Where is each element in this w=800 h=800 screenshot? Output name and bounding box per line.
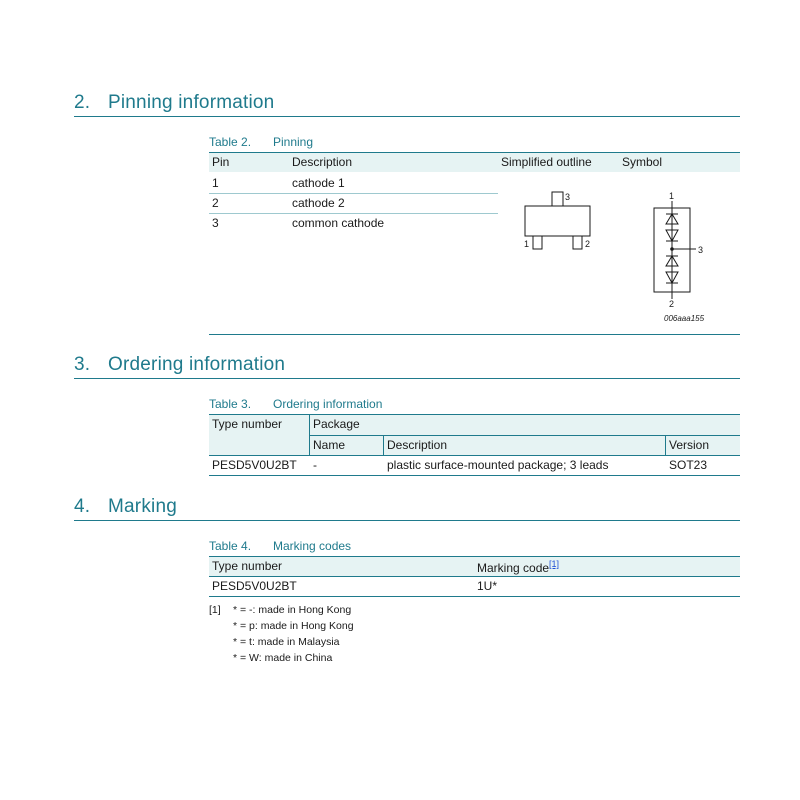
col-header-pin: Pin — [212, 155, 230, 169]
table-cell-pin: 1 — [212, 176, 219, 190]
col-divider — [383, 435, 384, 455]
table-title: Pinning — [273, 135, 314, 149]
row-divider — [209, 213, 498, 214]
symbol-pin1-label: 1 — [669, 191, 675, 201]
outline-pin3-label: 3 — [565, 192, 571, 202]
col-header-type-number: Type number — [212, 559, 283, 573]
header-sub-rule — [309, 435, 740, 436]
symbol-pin3-label: 3 — [698, 245, 704, 255]
outline-pin2-label: 2 — [585, 239, 591, 249]
table-cell-type-number: PESD5V0U2BT — [212, 458, 297, 472]
footnote-ref-link[interactable]: [1] — [549, 559, 560, 569]
sot23-outline-drawing — [500, 185, 610, 255]
table3-caption — [209, 397, 382, 411]
table-title: Ordering information — [273, 397, 383, 411]
section-rule — [74, 520, 740, 521]
table4-header-band — [209, 557, 740, 576]
table-cell-description: cathode 2 — [292, 196, 345, 210]
table-number: Table 3. — [209, 397, 252, 411]
row-divider — [209, 193, 498, 194]
col-header-description: Description — [387, 438, 448, 452]
header-bottom-rule — [209, 455, 740, 456]
footnote-line: * = p: made in Hong Kong — [233, 620, 354, 632]
table-cell-description: plastic surface-mounted package; 3 leads — [387, 458, 609, 472]
col-header-symbol: Symbol — [622, 155, 663, 169]
col-header-type-number: Type number — [212, 417, 283, 431]
header-bottom-rule — [209, 576, 740, 577]
table4-bottom-rule — [209, 596, 740, 597]
table-cell-type-number: PESD5V0U2BT — [212, 579, 297, 593]
footnote-line: * = t: made in Malaysia — [233, 636, 340, 648]
section-number: 4. — [74, 496, 91, 517]
table-cell-marking-code: 1U* — [477, 579, 498, 593]
col-header-marking-code — [477, 559, 559, 575]
col-header-outline: Simplified outline — [501, 155, 592, 169]
package-body — [525, 206, 590, 236]
figure-code: 006aaa155 — [664, 314, 705, 323]
table3-bottom-rule — [209, 475, 740, 476]
table-cell-pin: 2 — [212, 196, 219, 210]
table2-bottom-rule — [209, 334, 740, 335]
footnote-marker: [1] — [209, 604, 221, 616]
footnote-line: * = W: made in China — [233, 652, 333, 664]
section-heading-ordering — [74, 354, 285, 376]
section-heading-pinning — [74, 92, 274, 114]
symbol-pin2-label: 2 — [669, 299, 675, 309]
pin3-lead — [552, 192, 563, 206]
table-number: Table 2. — [209, 135, 252, 149]
col-header-description: Description — [292, 155, 353, 169]
section-heading-marking — [74, 496, 177, 518]
section-number: 3. — [74, 354, 91, 375]
table-number: Table 4. — [209, 539, 252, 553]
section-title: Marking — [108, 496, 177, 517]
table-cell-description: cathode 1 — [292, 176, 345, 190]
table-cell-description: common cathode — [292, 216, 385, 230]
table-cell-version: SOT23 — [669, 458, 708, 472]
table-title: Marking codes — [273, 539, 352, 553]
section-rule — [74, 378, 740, 379]
col-header-name: Name — [313, 438, 346, 452]
section-title: Pinning information — [108, 92, 275, 113]
col-divider — [665, 435, 666, 455]
table2-caption — [209, 135, 313, 149]
section-rule — [74, 116, 740, 117]
diode-symbol-drawing — [640, 188, 720, 328]
footnote-line: * = -: made in Hong Kong — [233, 604, 352, 616]
pin1-lead — [533, 236, 542, 249]
outline-pin1-label: 1 — [524, 239, 530, 249]
marking-code-label: Marking code — [477, 561, 550, 575]
section-title: Ordering information — [108, 354, 286, 375]
col-header-version: Version — [669, 438, 710, 452]
section-number: 2. — [74, 92, 91, 113]
pin2-lead — [573, 236, 582, 249]
table-cell-pin: 3 — [212, 216, 219, 230]
table-cell-name: - — [313, 458, 317, 472]
table4-caption — [209, 539, 351, 553]
col-header-package: Package — [313, 417, 360, 431]
